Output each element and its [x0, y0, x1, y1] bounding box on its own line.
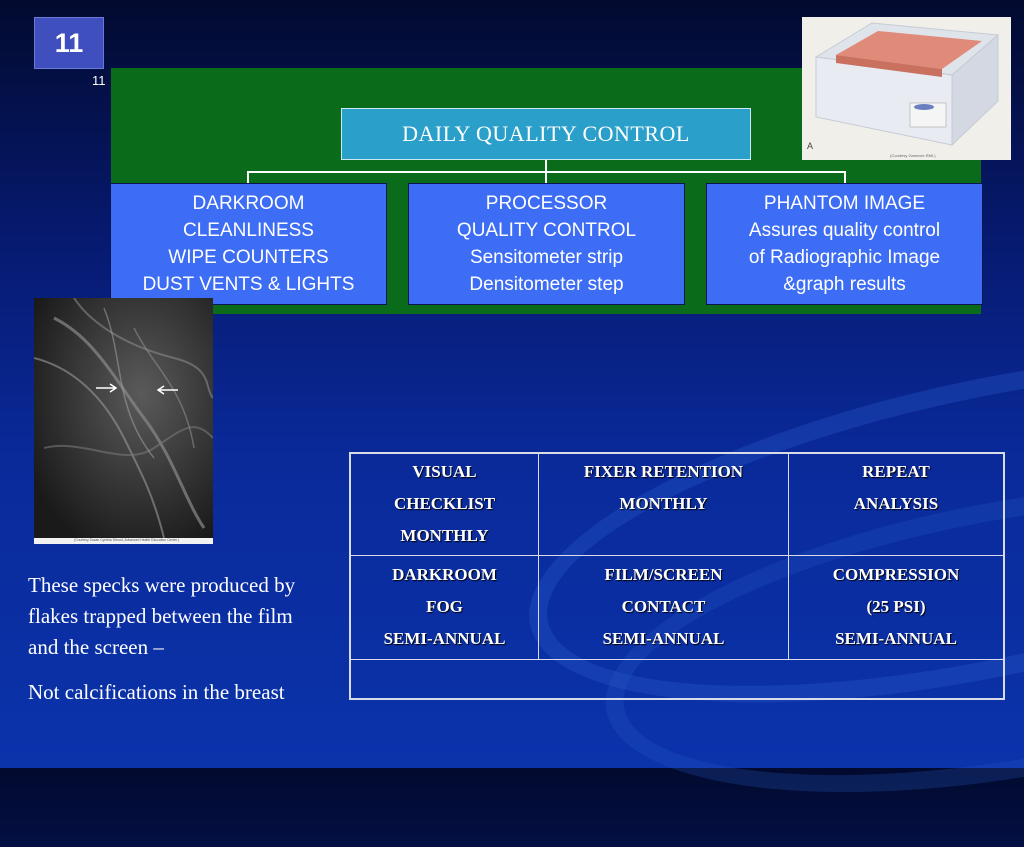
processor-qc-box [408, 183, 685, 305]
table-cell-darkroom-fog [351, 559, 538, 655]
cell-line: CHECKLIST [393, 494, 496, 513]
box-line: PHANTOM IMAGE [763, 193, 926, 214]
cell-line: REPEAT [862, 462, 930, 481]
darkroom-cleanliness-box [110, 183, 387, 305]
phantom-label: A [807, 141, 814, 151]
cell-line: MONTHLY [400, 526, 489, 545]
table-cell-compression [789, 559, 1003, 655]
connector-line [247, 171, 249, 183]
box-line: Sensitometer strip [469, 247, 624, 268]
cell-line: FILM/SCREEN [604, 565, 723, 584]
connector-line [545, 171, 547, 183]
table-cell-visual-checklist [351, 456, 538, 552]
connector-line [545, 158, 547, 172]
phantom-block-illustration [802, 17, 1011, 160]
box-line: DARKROOM [192, 193, 305, 214]
box-line: DUST VENTS & LIGHTS [142, 274, 355, 295]
box-line: CLEANLINESS [183, 220, 314, 241]
box-line: of Radiographic Image [748, 247, 941, 268]
cell-line: FOG [426, 597, 463, 616]
cell-line: FIXER RETENTION [583, 462, 744, 481]
cell-line: VISUAL [412, 462, 477, 481]
table-cell-film-screen-contact [539, 559, 788, 655]
cell-line: ANALYSIS [853, 494, 939, 513]
box-line: WIPE COUNTERS [168, 247, 329, 268]
cell-line: SEMI-ANNUAL [602, 629, 725, 648]
slide-number-badge: 11 [34, 17, 104, 69]
box-line: Assures quality control [748, 220, 941, 241]
slide-number-small: 11 [92, 73, 106, 88]
caption-paragraph-2: Not calcifications in the breast [28, 680, 285, 704]
phantom-credit: (Courtesy Gammex RMI.) [890, 153, 936, 158]
phantom-photo [802, 17, 1011, 160]
mammogram-xray-image [34, 298, 213, 544]
table-divider [351, 555, 1003, 556]
table-divider [351, 659, 1003, 660]
table-cell-repeat-analysis [789, 456, 1003, 520]
xray-credit: (Courtesy Susan Cynthia Stroud, Advanced Health Education Center.) [74, 538, 180, 542]
box-line: PROCESSOR [485, 193, 608, 214]
xray-illustration [34, 298, 213, 544]
cell-line: COMPRESSION [832, 565, 960, 584]
box-line: Densitometer step [469, 274, 624, 295]
table-cell-fixer-retention [539, 456, 788, 520]
cell-line: (25 PSI) [866, 597, 926, 616]
box-line: QUALITY CONTROL [456, 220, 637, 241]
qc-schedule-table [349, 452, 1005, 700]
box-line: &graph results [783, 274, 906, 295]
caption-paragraph-1: These specks were produced by flakes trapped between the film and the screen – [28, 573, 296, 659]
cell-line: CONTACT [621, 597, 706, 616]
cell-line: DARKROOM [392, 565, 497, 584]
connector-line [844, 171, 846, 183]
cell-line: SEMI-ANNUAL [383, 629, 506, 648]
phantom-image-box [706, 183, 983, 305]
cell-line: MONTHLY [619, 494, 708, 513]
cell-line: SEMI-ANNUAL [835, 629, 957, 648]
diagram-title: DAILY QUALITY CONTROL [341, 108, 751, 160]
